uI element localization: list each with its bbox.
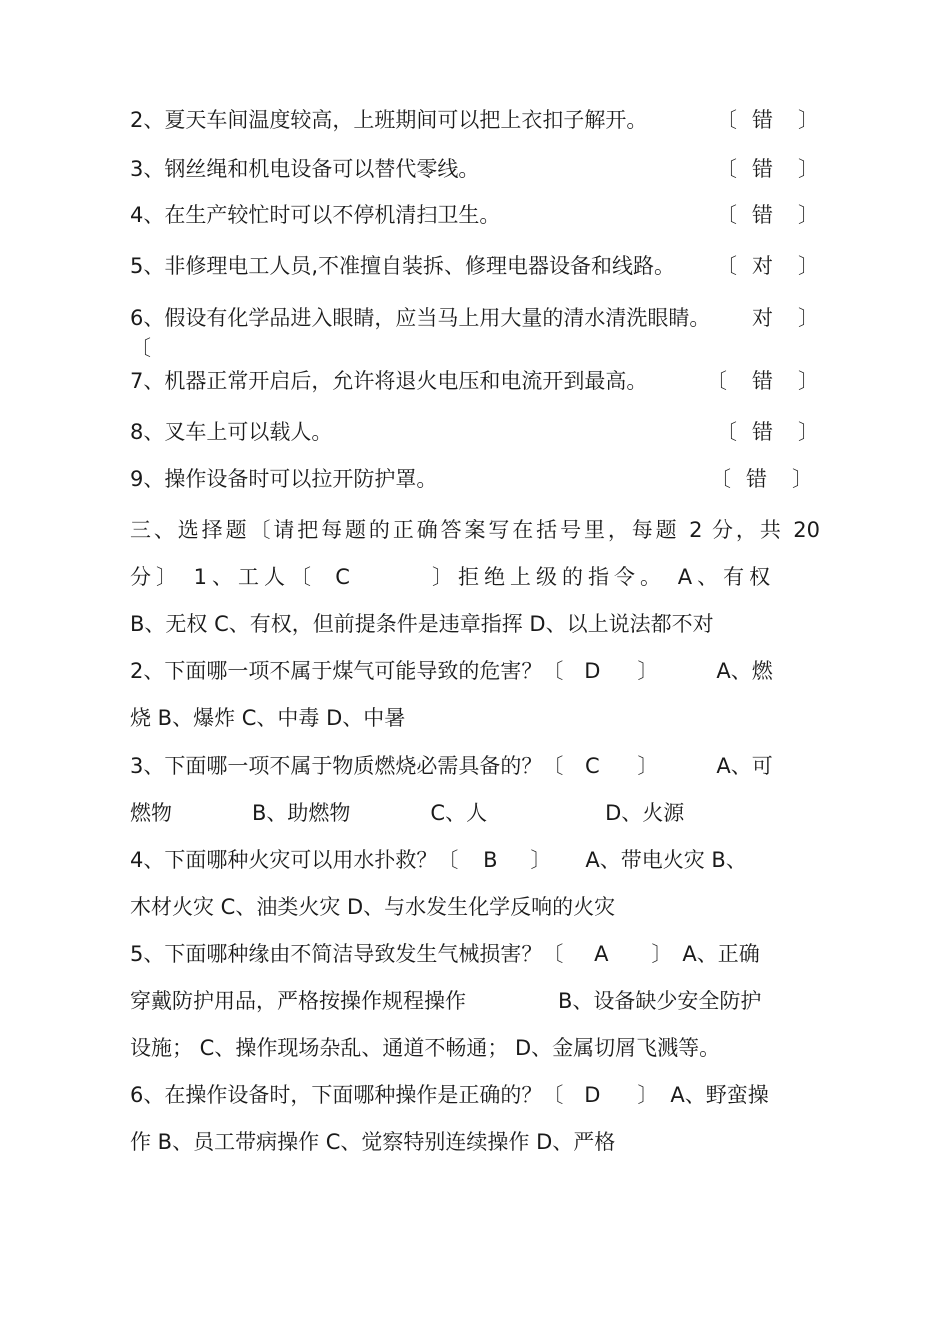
mc-question-5: 5、下面哪种缘由不简洁导致发生气械损害？〔 A 〕 A、正确 穿戴防护用品，严格按操作规程操作 B、设备缺少安全防护 设施； C、操作现场杂乱、通道不畅通； D、金属切屑飞溅等。 (130, 931, 820, 1072)
tf-answer: 〔 对 〕 (716, 249, 816, 283)
tf-question-text: 8、叉车上可以载人。 (130, 420, 333, 444)
section3-heading (130, 507, 820, 648)
tf-answer: 〔 错 〕 (710, 462, 810, 496)
tf-answer: 〔 错 〕 (706, 364, 806, 398)
tf-question-text: 3、钢丝绳和机电设备可以替代零线。 (130, 157, 480, 181)
mc-answer: A (594, 942, 609, 966)
mc-answer: C (585, 754, 600, 778)
tf-answer-wrapped-paren: 〔 (130, 336, 151, 360)
tf-answer: 对 〕 (716, 301, 816, 335)
tf-question-text: 6、假设有化学品进入眼睛，应当马上用大量的清水清洗眼睛。 (130, 306, 711, 330)
mc-answer: C (335, 565, 355, 589)
mc-question-3: 3、下面哪一项不属于物质燃烧必需具备的？〔 C 〕 A、可 燃物 B、助燃物 C、人 D、火源 (130, 743, 820, 837)
tf-question-7 (130, 364, 820, 398)
tf-answer-mark: 错 (752, 157, 773, 181)
tf-answer-mark: 错 (746, 467, 767, 491)
section3-line-2: 分〕 1、工人〔 C 〕拒绝上级的指令。 A、有权 (130, 554, 820, 601)
tf-question-6 (130, 301, 820, 335)
section3-line-3: B、无权 C、有权，但前提条件是违章指挥 D、以上说法都不对 (130, 612, 714, 636)
tf-answer: 〔 错 〕 (716, 415, 816, 449)
mc-question-4: 4、下面哪种火灾可以用水扑救？〔 B 〕 A、带电火灾 B、 木材火灾 C、油类火灾 D、与水发生化学反响的火灾 (130, 837, 820, 931)
mc-answer: D (584, 1083, 601, 1107)
mc-answer: B (483, 848, 498, 872)
tf-answer: 〔 错 〕 (716, 103, 816, 137)
tf-question-9 (130, 462, 820, 496)
tf-answer: 〔 错 〕 (716, 152, 816, 186)
mc-question-2: 2、下面哪一项不属于煤气可能导致的危害？〔 D 〕 A、燃 烧 B、爆炸 C、中毒 D、中暑 (130, 648, 820, 742)
tf-answer-mark: 错 (752, 108, 773, 132)
tf-answer-mark: 对 (752, 306, 773, 330)
tf-question-4 (130, 198, 820, 232)
tf-question-text: 7、机器正常开启后，允许将退火电压和电流开到最高。 (130, 369, 648, 393)
tf-question-2 (130, 103, 820, 137)
tf-question-3 (130, 152, 820, 186)
tf-answer-mark: 错 (752, 203, 773, 227)
tf-question-text: 9、操作设备时可以拉开防护罩。 (130, 467, 438, 491)
tf-question-text: 4、在生产较忙时可以不停机清扫卫生。 (130, 203, 501, 227)
mc-answer: D (584, 659, 601, 683)
tf-question-5 (130, 249, 820, 283)
section3-line-1: 三、选择题〔请把每题的正确答案写在括号里，每题 2 分，共 20 (130, 518, 820, 542)
tf-answer-mark: 对 (752, 254, 773, 278)
tf-answer-mark: 错 (752, 369, 773, 393)
tf-answer-mark: 错 (752, 420, 773, 444)
tf-question-text: 5、非修理电工人员,不准擅自装拆、修理电器设备和线路。 (130, 254, 676, 278)
tf-question-text: 2、夏天车间温度较高，上班期间可以把上衣扣子解开。 (130, 108, 648, 132)
tf-answer: 〔 错 〕 (716, 198, 816, 232)
tf-question-8 (130, 415, 820, 449)
mc-question-6: 6、在操作设备时，下面哪种操作是正确的？〔 D 〕 A、野蛮操 作 B、员工带病操作 C、觉察特别连续操作 D、严格 (130, 1072, 820, 1166)
